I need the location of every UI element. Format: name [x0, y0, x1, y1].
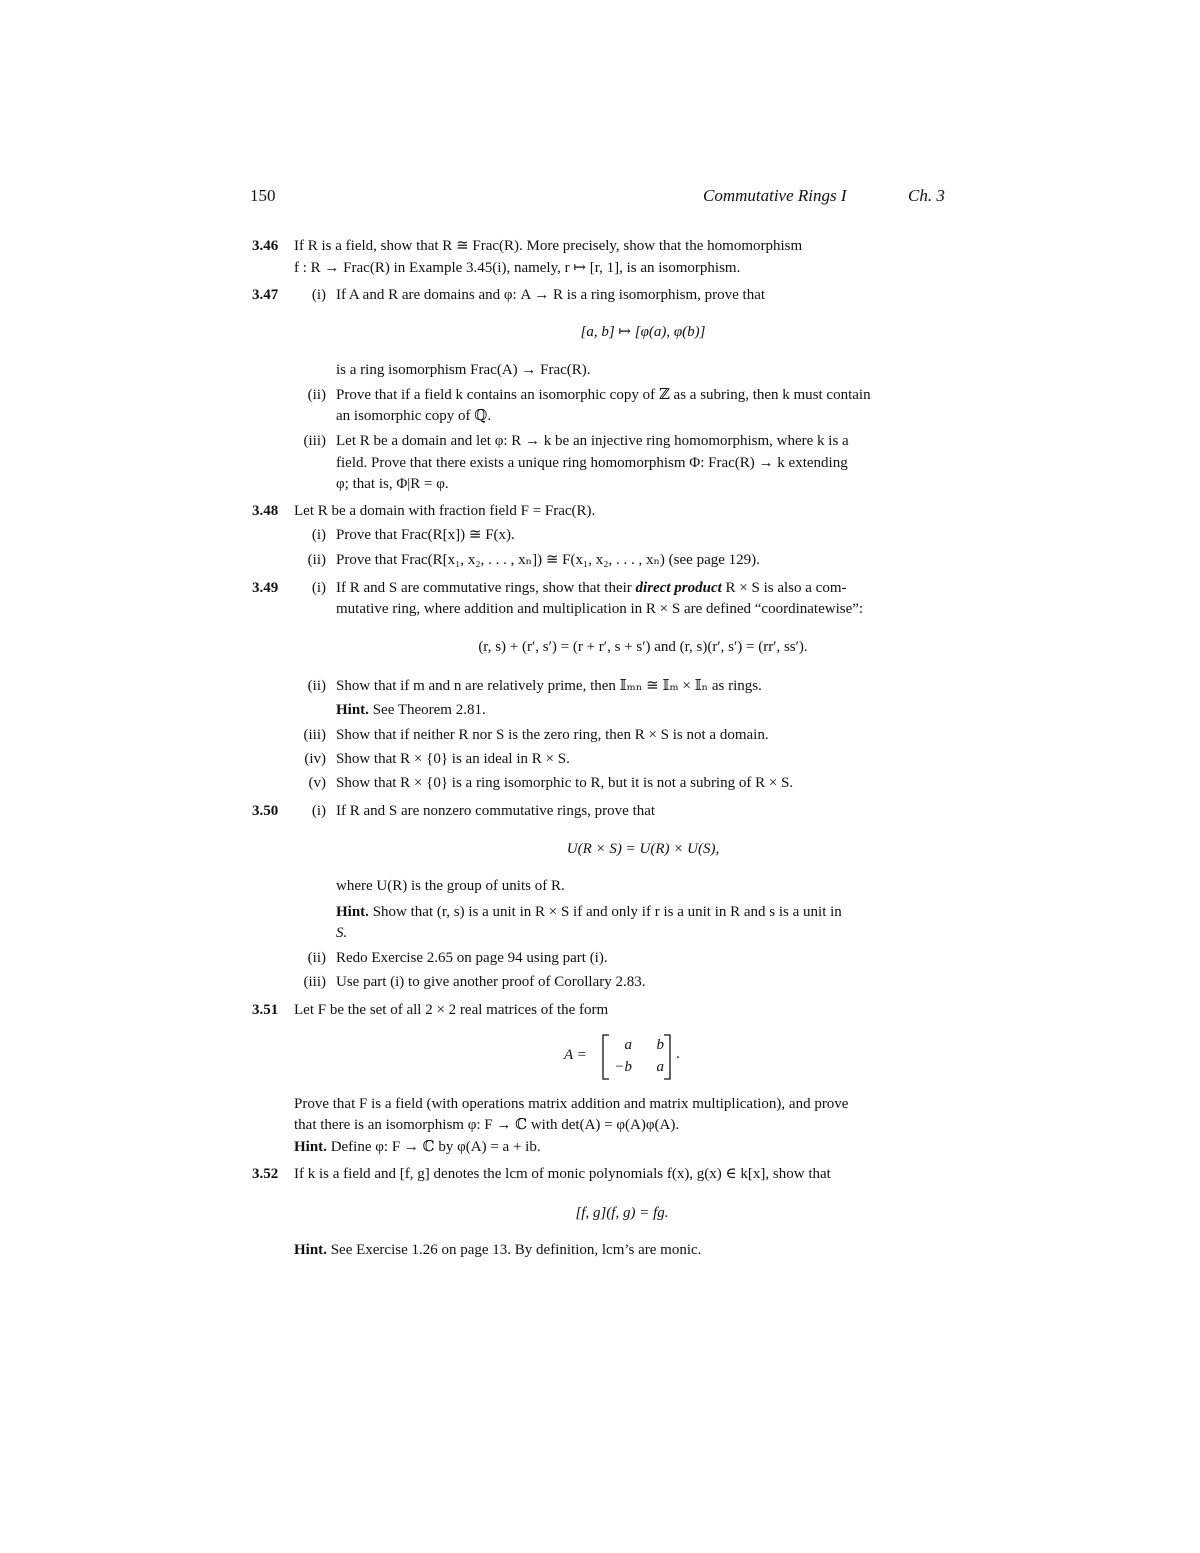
exercise-text: If k is a field and [f, g] denotes the lcm of monic polynomials f(x), g(x) ∈ k[x], show that: [294, 1166, 831, 1182]
page-number: 150: [250, 186, 276, 205]
hint-label: Hint.: [294, 1139, 327, 1155]
hint-line: [336, 700, 486, 720]
exercise-text: [336, 578, 846, 598]
exercise-text: f : R → Frac(R) in Example 3.45(i), namely, r ↦ [r, 1], is an isomorphism.: [294, 260, 741, 276]
matrix-period: .: [676, 1046, 680, 1062]
exercise-text: Prove that F is a field (with operations matrix addition and matrix multiplication), and prove: [294, 1096, 849, 1112]
display-formula: [a, b] ↦ [φ(a), φ(b)]: [580, 324, 706, 340]
exercise-number: 3.48: [252, 503, 279, 519]
hint-text: See Theorem 2.81.: [372, 702, 486, 718]
exercise-text: Let F be the set of all 2 × 2 real matrices of the form: [294, 1002, 609, 1018]
exercise-number: 3.52: [252, 1166, 279, 1182]
exercise-text: Show that R × {0} is a ring isomorphic to R, but it is not a subring of R × S.: [336, 775, 794, 791]
exercise-number: 3.49: [252, 580, 279, 596]
hint-label: Hint.: [294, 1242, 327, 1258]
exercise-text: an isomorphic copy of ℚ.: [336, 408, 492, 424]
exercise-text: Prove that if a field k contains an isomorphic copy of ℤ as a subring, then k must contain: [336, 387, 871, 403]
matrix-cell: −b: [614, 1059, 632, 1075]
matrix-row: [614, 1056, 664, 1078]
hint-text: See Exercise 1.26 on page 13. By definition, lcm’s are monic.: [330, 1242, 702, 1258]
hint-text: Define φ: F → ℂ by φ(A) = a + ib.: [330, 1139, 541, 1155]
exercise-text: If R and S are nonzero commutative rings, prove that: [336, 803, 656, 819]
part-label: (v): [308, 775, 326, 791]
hint-line: [294, 1240, 701, 1260]
exercise-text: where U(R) is the group of units of R.: [336, 878, 565, 894]
exercise-text: is a ring isomorphism Frac(A) → Frac(R).: [336, 362, 591, 378]
running-title: Commutative Rings I: [703, 186, 847, 205]
matrix-cell: b: [656, 1037, 664, 1053]
part-label: (iii): [303, 974, 326, 990]
chapter-label: Ch. 3: [908, 186, 945, 205]
part-label: (i): [311, 580, 326, 596]
defined-term: direct product: [635, 580, 722, 596]
text-fragment: If R and S are commutative rings, show that their: [336, 580, 632, 596]
matrix-cell: a: [624, 1037, 632, 1053]
part-label: (iv): [304, 751, 326, 767]
exercise-text: that there is an isomorphism φ: F → ℂ with det(A) = φ(A)φ(A).: [294, 1117, 680, 1133]
exercise-number: 3.50: [252, 803, 279, 819]
part-label: (i): [311, 803, 326, 819]
display-formula: (r, s) + (r′, s′) = (r + r′, s + s′) and (r, s)(r′, s′) = (rr′, ss′).: [478, 639, 808, 655]
part-label: (iii): [303, 433, 326, 449]
matrix-lhs: A =: [564, 1047, 587, 1063]
exercise-text: Prove that Frac(R[x₁, x₂, . . . , xₙ]) ≅ F(x₁, x₂, . . . , xₙ) (see page 129).: [336, 552, 760, 568]
hint-label: Hint.: [336, 904, 369, 920]
exercise-number: 3.46: [252, 238, 279, 254]
exercise-text: mutative ring, where addition and multiplication in R × S are defined “coordinatewise”:: [336, 601, 864, 617]
part-label: (ii): [307, 552, 326, 568]
display-formula: U(R × S) = U(R) × U(S),: [566, 841, 720, 857]
part-label: (i): [311, 287, 326, 303]
exercise-number: 3.51: [252, 1002, 279, 1018]
exercise-text: field. Prove that there exists a unique ring homomorphism Φ: Frac(R) → k extending: [336, 455, 848, 471]
exercise-text: Use part (i) to give another proof of Corollary 2.83.: [336, 974, 646, 990]
text-fragment: R × S is also a com-: [725, 580, 847, 596]
hint-label: Hint.: [336, 702, 369, 718]
part-label: (ii): [307, 950, 326, 966]
hint-text: Show that (r, s) is a unit in R × S if and only if r is a unit in R and s is a unit in: [372, 904, 842, 920]
part-label: (ii): [307, 387, 326, 403]
part-label: (iii): [303, 727, 326, 743]
matrix-body: [614, 1034, 664, 1078]
exercise-text: Show that R × {0} is an ideal in R × S.: [336, 751, 570, 767]
exercise-number: 3.47: [252, 287, 279, 303]
exercise-text: Let R be a domain and let φ: R → k be an injective ring homomorphism, where k is a: [336, 433, 849, 449]
exercise-text: If R is a field, show that R ≅ Frac(R). More precisely, show that the homomorphism: [294, 238, 803, 254]
hint-line: [336, 902, 842, 922]
exercise-text: Redo Exercise 2.65 on page 94 using part (i).: [336, 950, 608, 966]
part-label: (i): [311, 527, 326, 543]
matrix-cell: a: [656, 1059, 664, 1075]
hint-text: S.: [336, 925, 348, 941]
part-label: (ii): [307, 678, 326, 694]
display-formula: [f, g](f, g) = fg.: [575, 1205, 669, 1221]
exercise-text: φ; that is, Φ|R = φ.: [336, 476, 449, 492]
exercise-text: Prove that Frac(R[x]) ≅ F(x).: [336, 527, 515, 543]
matrix-row: [614, 1034, 664, 1056]
exercise-text: Show that if neither R nor S is the zero ring, then R × S is not a domain.: [336, 727, 769, 743]
exercise-text: Show that if m and n are relatively prime, then 𝕀ₘₙ ≅ 𝕀ₘ × 𝕀ₙ as rings.: [336, 678, 762, 694]
exercise-text: If A and R are domains and φ: A → R is a ring isomorphism, prove that: [336, 287, 766, 303]
exercise-text: Let R be a domain with fraction field F = Frac(R).: [294, 503, 596, 519]
hint-line: [294, 1137, 541, 1157]
